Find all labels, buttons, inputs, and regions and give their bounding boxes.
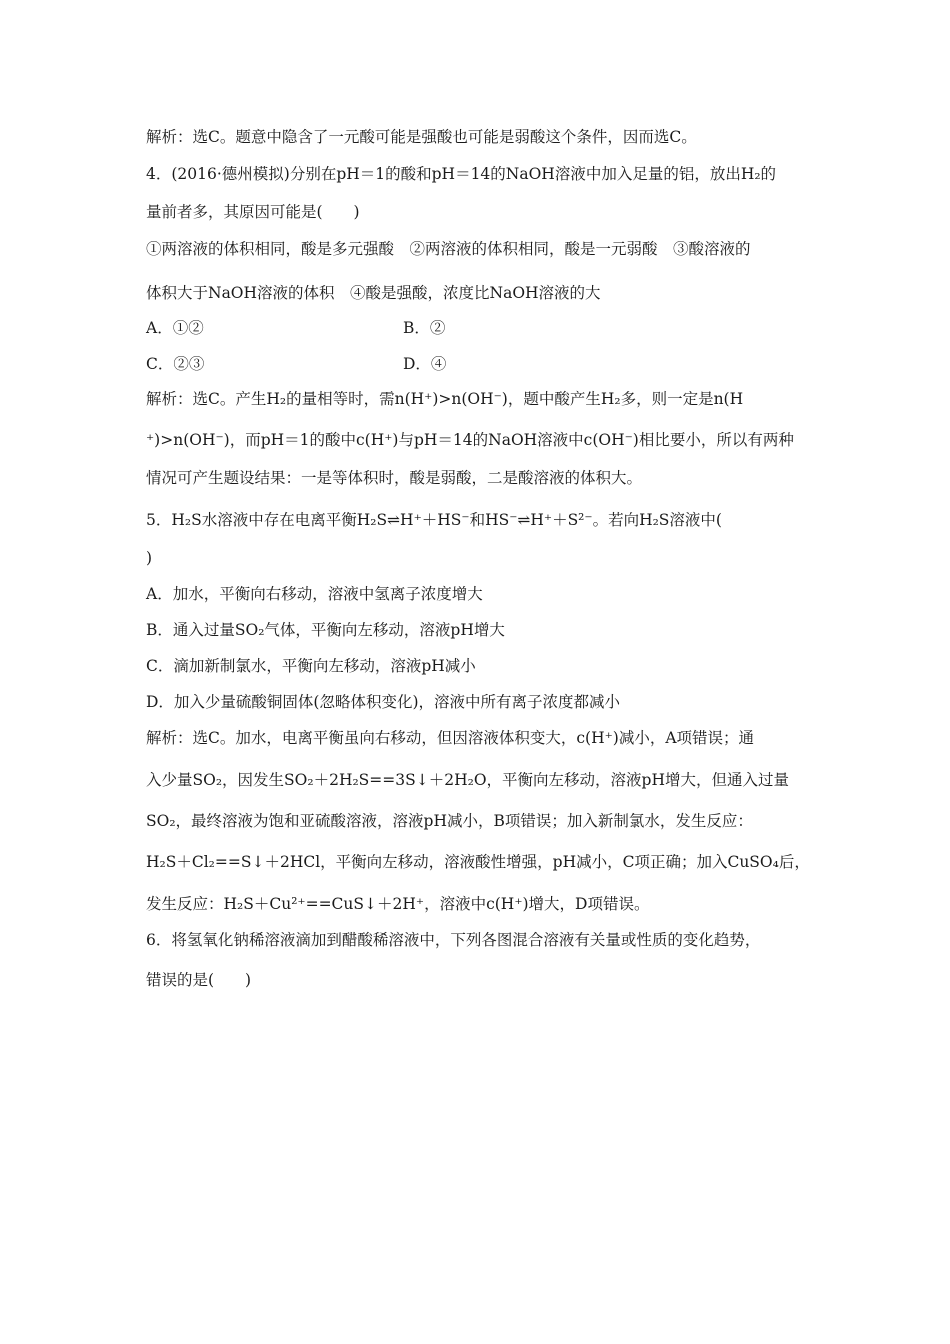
q4-explanation-line-2: ⁺)>n(OH⁻)，而pH＝1的酸中c(H⁺)与pH＝14的NaOH溶液中c(OH⁻)相比要小，所以有两种 <box>146 431 794 449</box>
q5-explanation-line-2: 入少量SO₂，因发生SO₂＋2H₂S==3S↓＋2H₂O，平衡向左移动，溶液pH增大，但通入过量 <box>146 771 789 789</box>
q4-stem-line-2: 量前者多，其原因可能是( ) <box>146 203 360 221</box>
q5-option-c: C．滴加新制氯水，平衡向左移动，溶液pH减小 <box>146 657 476 675</box>
q3-explanation: 解析：选C。题意中隐含了一元酸可能是强酸也可能是弱酸这个条件，因而选C。 <box>146 128 697 146</box>
q4-option-a: A．①② <box>146 319 204 337</box>
q4-statements-line-2: 体积大于NaOH溶液的体积 ④酸是强酸，浓度比NaOH溶液的大 <box>146 284 601 302</box>
q5-explanation-line-3: SO₂，最终溶液为饱和亚硫酸溶液，溶液pH减小，B项错误；加入新制氯水，发生反应： <box>146 812 753 830</box>
q6-stem-line-1: 6．将氢氧化钠稀溶液滴加到醋酸稀溶液中，下列各图混合溶液有关量或性质的变化趋势， <box>146 931 761 949</box>
q4-explanation-line-1: 解析：选C。产生H₂的量相等时，需n(H⁺)>n(OH⁻)，题中酸产生H₂多，则一定是n(H <box>146 390 744 408</box>
q6-stem-line-2: 错误的是( ) <box>146 971 252 989</box>
q4-option-b: B．② <box>403 319 446 337</box>
q4-option-d: D．④ <box>403 355 447 373</box>
q4-option-c: C．②③ <box>146 355 205 373</box>
q5-stem-line-2: ) <box>146 549 153 567</box>
q4-explanation-line-3: 情况可产生题设结果：一是等体积时，酸是弱酸，二是酸溶液的体积大。 <box>146 469 643 487</box>
q5-option-a: A．加水，平衡向右移动，溶液中氢离子浓度增大 <box>146 585 483 603</box>
q5-option-b: B．通入过量SO₂气体，平衡向左移动，溶液pH增大 <box>146 621 505 639</box>
q5-explanation-line-1: 解析：选C。加水，电离平衡虽向右移动，但因溶液体积变大，c(H⁺)减小，A项错误；通 <box>146 729 755 747</box>
q5-explanation-line-5: 发生反应：H₂S＋Cu²⁺==CuS↓＋2H⁺，溶液中c(H⁺)增大，D项错误。 <box>146 895 650 913</box>
q4-stem-line-1: 4．(2016·德州模拟)分别在pH＝1的酸和pH＝14的NaOH溶液中加入足量的铝，放出H₂的 <box>146 165 777 183</box>
q5-stem-line-1: 5．H₂S水溶液中存在电离平衡H₂S⇌H⁺＋HS⁻和HS⁻⇌H⁺＋S²⁻。若向H₂S溶液中( <box>146 511 722 529</box>
q5-option-d: D．加入少量硫酸铜固体(忽略体积变化)，溶液中所有离子浓度都减小 <box>146 693 621 711</box>
q5-explanation-line-4: H₂S＋Cl₂==S↓＋2HCl，平衡向左移动，溶液酸性增强，pH减小，C项正确；加入CuSO₄后， <box>146 853 810 871</box>
q4-statements-line-1: ①两溶液的体积相同，酸是多元强酸 ②两溶液的体积相同，酸是一元弱酸 ③酸溶液的 <box>146 240 751 258</box>
